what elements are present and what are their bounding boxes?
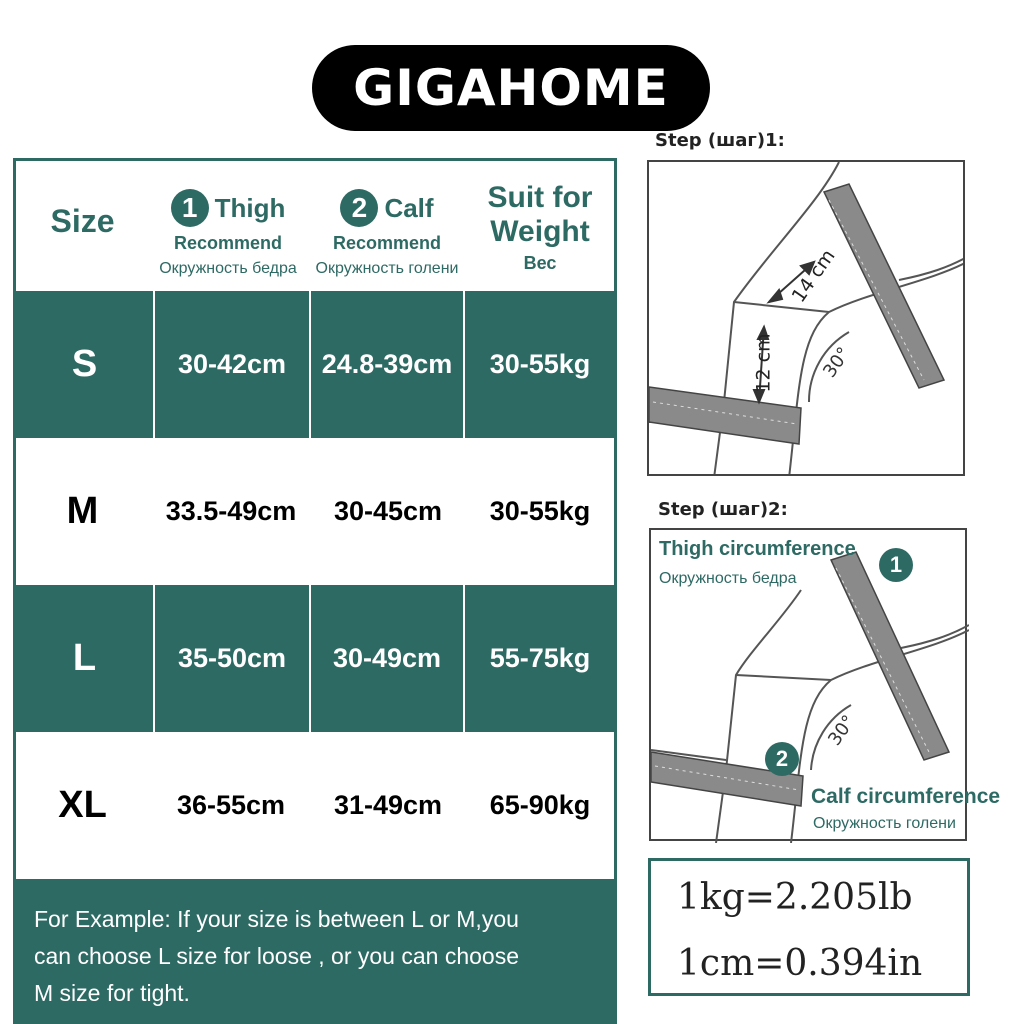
header-calf-russian: Окружность голени: [315, 260, 459, 277]
row-thigh: 35-50cm: [177, 643, 287, 673]
header-weight-line1: Suit for: [487, 181, 593, 214]
header-size: Size: [50, 203, 115, 239]
angle-label: 30°: [824, 711, 860, 750]
header-calf-recommend: Recommend: [332, 233, 442, 253]
step2-illustration: [649, 528, 1001, 841]
knee-measure-diagram: [649, 162, 965, 476]
cm-conversion: 1cm=0.394in: [677, 943, 923, 984]
table-row: [16, 585, 614, 732]
note-line: M size for tight.: [34, 980, 190, 1006]
kg-conversion: 1kg=2.205lb: [677, 877, 913, 918]
header-calf: [309, 161, 465, 291]
header-thigh: [149, 161, 307, 291]
thigh-number-badge: 1: [879, 548, 913, 582]
row-calf: 30-45cm: [333, 496, 443, 526]
row-size: S: [71, 343, 98, 385]
table-row: [16, 291, 614, 438]
size-chart-table: [13, 158, 617, 1024]
row-thigh: 36-55cm: [176, 790, 286, 820]
row-size: XL: [58, 784, 107, 826]
row-thigh: 33.5-49cm: [165, 496, 297, 526]
brand-name: GIGAHOME: [353, 59, 669, 117]
row-weight: 65-90kg: [489, 790, 591, 820]
row-weight: 30-55kg: [489, 496, 591, 526]
row-calf: 31-49cm: [333, 790, 443, 820]
calf-number-badge: 2: [765, 742, 799, 776]
header-thigh-russian: Окружность бедра: [159, 260, 297, 277]
table-row: [16, 732, 614, 879]
table-row: [16, 438, 614, 585]
row-calf: 24.8-39cm: [321, 349, 453, 379]
note-line: For Example: If your size is between L or M,you: [34, 906, 519, 932]
calf-number-badge: 2: [340, 189, 378, 227]
row-calf: 30-49cm: [332, 643, 442, 673]
header-thigh-name: Thigh: [214, 192, 286, 223]
brand-badge: [312, 45, 710, 131]
header-weight-line2: Weight: [490, 215, 590, 248]
table-header: [16, 161, 614, 291]
row-weight: 30-55kg: [489, 349, 591, 379]
dimension-top: 14 cm: [787, 245, 840, 307]
dimension-side: 12 cm: [752, 333, 775, 393]
header-weight-russian: Вес: [523, 253, 557, 273]
thigh-circumference-title: Thigh circumference: [659, 538, 856, 560]
row-size: L: [72, 637, 97, 679]
angle-label: 30°: [819, 343, 855, 382]
calf-circumference-russian: Окружность голени: [813, 815, 956, 832]
size-example-note: [16, 879, 614, 1024]
step1-illustration: [647, 160, 965, 476]
row-weight: 55-75kg: [489, 643, 591, 673]
step1-label: Step (шаг)1:: [655, 130, 785, 151]
header-calf-name: Calf: [384, 192, 434, 223]
row-thigh: 30-42cm: [177, 349, 287, 379]
thigh-circumference-russian: Окружность бедра: [659, 570, 797, 587]
thigh-number-badge: 1: [171, 189, 209, 227]
header-thigh-recommend: Recommend: [173, 233, 283, 253]
row-size: M: [66, 490, 99, 532]
step2-label: Step (шаг)2:: [658, 499, 788, 520]
header-weight: [465, 161, 615, 291]
unit-conversion-box: [648, 858, 970, 996]
calf-circumference-title: Calf circumference: [811, 785, 1001, 808]
note-line: can choose L size for loose , or you can choose: [34, 943, 519, 969]
